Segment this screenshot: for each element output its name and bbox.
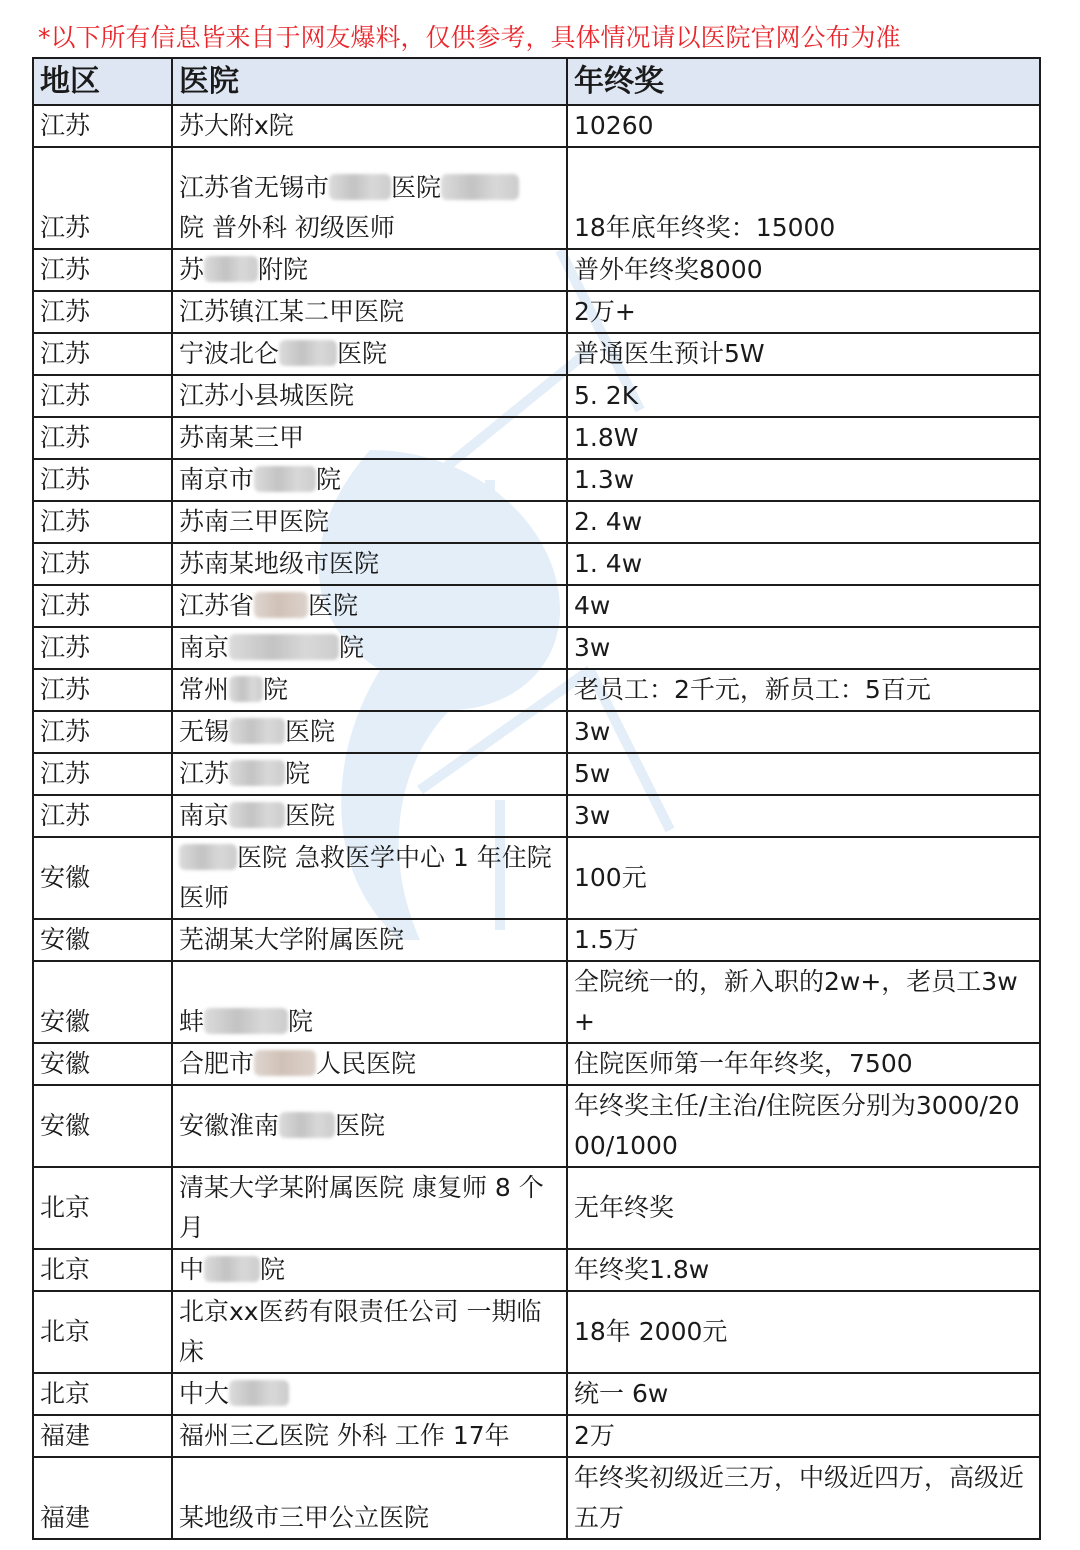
cell-region: 江苏 — [33, 417, 172, 459]
table-row — [33, 375, 1040, 417]
hospital-text: 医院 — [285, 801, 336, 830]
hospital-text: 南京 — [179, 801, 230, 830]
table-row — [33, 753, 1040, 795]
redacted-blur — [254, 1050, 316, 1076]
hospital-text: 江苏 — [179, 759, 230, 788]
cell-region: 江苏 — [33, 753, 172, 795]
cell-hospital: 某地级市三甲公立医院 — [172, 1457, 567, 1539]
cell-region: 江苏 — [33, 249, 172, 291]
cell-region: 江苏 — [33, 291, 172, 333]
cell-bonus: 3w — [567, 627, 1040, 669]
hospital-text: 江苏省无锡市 — [179, 173, 330, 202]
redacted-blur — [229, 718, 285, 744]
cell-hospital — [172, 627, 567, 669]
table-row — [33, 501, 1040, 543]
table-row — [33, 1085, 1040, 1167]
cell-bonus: 年终奖初级近三万，中级近四万，高级近五万 — [567, 1457, 1040, 1539]
hospital-text: 苏大附x院 — [179, 111, 294, 140]
cell-hospital — [172, 291, 567, 333]
cell-region: 安徽 — [33, 919, 172, 961]
cell-hospital — [172, 753, 567, 795]
cell-region: 江苏 — [33, 585, 172, 627]
hospital-text: 无锡 — [179, 717, 230, 746]
cell-bonus: 2万+ — [567, 291, 1040, 333]
cell-region: 江苏 — [33, 501, 172, 543]
cell-bonus: 5w — [567, 753, 1040, 795]
table-row — [33, 669, 1040, 711]
hospital-text: 院 — [263, 675, 289, 704]
redacted-blur — [229, 802, 285, 828]
table-header-row — [33, 58, 1040, 105]
bonus-table — [32, 57, 1041, 1540]
cell-region: 安徽 — [33, 1043, 172, 1085]
hospital-text: 江苏小县城医院 — [179, 381, 355, 410]
redacted-blur — [204, 1008, 288, 1034]
cell-bonus: 统一 6w — [567, 1373, 1040, 1415]
cell-region: 安徽 — [33, 1085, 172, 1167]
hospital-text: 医院 — [337, 339, 388, 368]
cell-bonus: 年终奖主任/主治/住院医分别为3000/2000/1000 — [567, 1085, 1040, 1167]
cell-bonus: 1. 4w — [567, 543, 1040, 585]
table-row — [33, 249, 1040, 291]
table-row — [33, 333, 1040, 375]
cell-hospital — [172, 669, 567, 711]
cell-region: 北京 — [33, 1373, 172, 1415]
cell-region: 北京 — [33, 1291, 172, 1373]
cell-bonus: 住院医师第一年年终奖，7500 — [567, 1043, 1040, 1085]
table-row — [33, 1457, 1040, 1539]
cell-hospital — [172, 543, 567, 585]
cell-region: 江苏 — [33, 105, 172, 147]
redacted-blur — [204, 1256, 260, 1282]
hospital-text: 院 — [339, 633, 365, 662]
hospital-text: 附院 — [258, 255, 309, 284]
cell-region: 北京 — [33, 1167, 172, 1249]
cell-hospital — [172, 147, 567, 249]
table-row — [33, 1291, 1040, 1373]
cell-region: 江苏 — [33, 795, 172, 837]
hospital-text: 人民医院 — [316, 1049, 417, 1078]
hospital-text: 院 — [288, 1007, 314, 1036]
redacted-blur — [279, 1112, 335, 1138]
cell-region: 福建 — [33, 1415, 172, 1457]
hospital-text: 宁波北仑 — [179, 339, 280, 368]
cell-bonus: 1.3w — [567, 459, 1040, 501]
cell-hospital — [172, 1043, 567, 1085]
hospital-text: 南京市 — [179, 465, 255, 494]
hospital-text: 医院 — [308, 591, 359, 620]
table-row — [33, 1249, 1040, 1291]
redacted-blur — [254, 592, 308, 618]
cell-bonus: 18年 2000元 — [567, 1291, 1040, 1373]
cell-hospital — [172, 795, 567, 837]
table-row — [33, 105, 1040, 147]
cell-region: 安徽 — [33, 961, 172, 1043]
redacted-blur — [229, 634, 339, 660]
hospital-text: 院 普外科 初级医师 — [179, 213, 395, 242]
cell-region: 安徽 — [33, 837, 172, 919]
hospital-text: 合肥市 — [179, 1049, 255, 1078]
table-row — [33, 147, 1040, 249]
disclaimer-notice: *以下所有信息皆来自于网友爆料，仅供参考，具体情况请以医院官网公布为准 — [38, 23, 901, 52]
cell-bonus: 3w — [567, 711, 1040, 753]
hospital-text: 院 — [260, 1255, 286, 1284]
cell-bonus: 4w — [567, 585, 1040, 627]
cell-region: 江苏 — [33, 711, 172, 753]
cell-bonus: 5. 2K — [567, 375, 1040, 417]
cell-bonus: 无年终奖 — [567, 1167, 1040, 1249]
hospital-text: 南京 — [179, 633, 230, 662]
hospital-text: 江苏省 — [179, 591, 255, 620]
table-row — [33, 291, 1040, 333]
table-row — [33, 1167, 1040, 1249]
cell-hospital — [172, 919, 567, 961]
cell-region: 江苏 — [33, 147, 172, 249]
redacted-blur — [279, 340, 337, 366]
hospital-text: 苏南某三甲 — [179, 423, 305, 452]
table-row — [33, 417, 1040, 459]
cell-region: 江苏 — [33, 669, 172, 711]
header-region: 地区 — [33, 58, 172, 105]
hospital-text: 院 — [316, 465, 342, 494]
table-row — [33, 1373, 1040, 1415]
hospital-text: 苏 — [179, 255, 205, 284]
cell-bonus: 普外年终奖8000 — [567, 249, 1040, 291]
cell-bonus: 100元 — [567, 837, 1040, 919]
redacted-blur — [204, 256, 258, 282]
cell-hospital — [172, 1373, 567, 1415]
hospital-text: 医院 急救医学中心 1 年住院医师 — [179, 843, 552, 912]
cell-region: 江苏 — [33, 333, 172, 375]
cell-hospital — [172, 417, 567, 459]
table-row — [33, 795, 1040, 837]
cell-bonus: 2. 4w — [567, 501, 1040, 543]
table-row — [33, 543, 1040, 585]
cell-hospital — [172, 375, 567, 417]
cell-hospital: 北京xx医药有限责任公司 一期临床 — [172, 1291, 567, 1373]
redacted-blur — [229, 676, 263, 702]
hospital-text: 苏南某地级市医院 — [179, 549, 380, 578]
table-row — [33, 459, 1040, 501]
cell-hospital — [172, 1085, 567, 1167]
cell-bonus: 全院统一的，新入职的2w+，老员工3w+ — [567, 961, 1040, 1043]
header-bonus: 年终奖 — [567, 58, 1040, 105]
hospital-text: 医院 — [285, 717, 336, 746]
cell-region: 江苏 — [33, 543, 172, 585]
cell-bonus: 1.8W — [567, 417, 1040, 459]
cell-region: 北京 — [33, 1249, 172, 1291]
redacted-blur — [441, 174, 519, 200]
redacted-blur — [254, 466, 316, 492]
header-hospital: 医院 — [172, 58, 567, 105]
table-row — [33, 837, 1040, 919]
cell-region: 江苏 — [33, 627, 172, 669]
hospital-text: 中 — [179, 1255, 205, 1284]
hospital-text: 医院 — [335, 1111, 386, 1140]
table-row — [33, 919, 1040, 961]
cell-bonus: 10260 — [567, 105, 1040, 147]
cell-hospital — [172, 249, 567, 291]
cell-region: 江苏 — [33, 375, 172, 417]
hospital-text: 医院 — [391, 173, 442, 202]
cell-hospital — [172, 501, 567, 543]
cell-hospital: 福州三乙医院 外科 工作 17年 — [172, 1415, 567, 1457]
cell-bonus: 18年底年终奖：15000 — [567, 147, 1040, 249]
redacted-blur — [329, 174, 391, 200]
hospital-text: 安徽淮南 — [179, 1111, 280, 1140]
cell-hospital — [172, 1249, 567, 1291]
cell-bonus: 1.5万 — [567, 919, 1040, 961]
cell-hospital — [172, 837, 567, 919]
cell-hospital: 清某大学某附属医院 康复师 8 个月 — [172, 1167, 567, 1249]
redacted-blur — [229, 1380, 289, 1406]
hospital-text: 芜湖某大学附属医院 — [179, 925, 405, 954]
table-row — [33, 711, 1040, 753]
redacted-blur — [179, 844, 237, 870]
cell-hospital — [172, 961, 567, 1043]
table-row — [33, 585, 1040, 627]
cell-hospital — [172, 585, 567, 627]
hospital-text: 常州 — [179, 675, 230, 704]
table-row — [33, 1415, 1040, 1457]
hospital-text: 院 — [285, 759, 311, 788]
hospital-text: 苏南三甲医院 — [179, 507, 330, 536]
cell-bonus: 2万 — [567, 1415, 1040, 1457]
cell-bonus: 普通医生预计5W — [567, 333, 1040, 375]
cell-hospital — [172, 711, 567, 753]
table-row — [33, 961, 1040, 1043]
cell-bonus: 3w — [567, 795, 1040, 837]
hospital-text: 中大 — [179, 1379, 230, 1408]
redacted-blur — [229, 760, 285, 786]
table-row — [33, 627, 1040, 669]
cell-bonus: 老员工：2千元，新员工：5百元 — [567, 669, 1040, 711]
cell-hospital — [172, 459, 567, 501]
hospital-text: 蚌 — [179, 1007, 205, 1036]
cell-bonus: 年终奖1.8w — [567, 1249, 1040, 1291]
cell-hospital — [172, 105, 567, 147]
table-row — [33, 1043, 1040, 1085]
hospital-text: 江苏镇江某二甲医院 — [179, 297, 405, 326]
cell-hospital — [172, 333, 567, 375]
cell-region: 福建 — [33, 1457, 172, 1539]
cell-region: 江苏 — [33, 459, 172, 501]
